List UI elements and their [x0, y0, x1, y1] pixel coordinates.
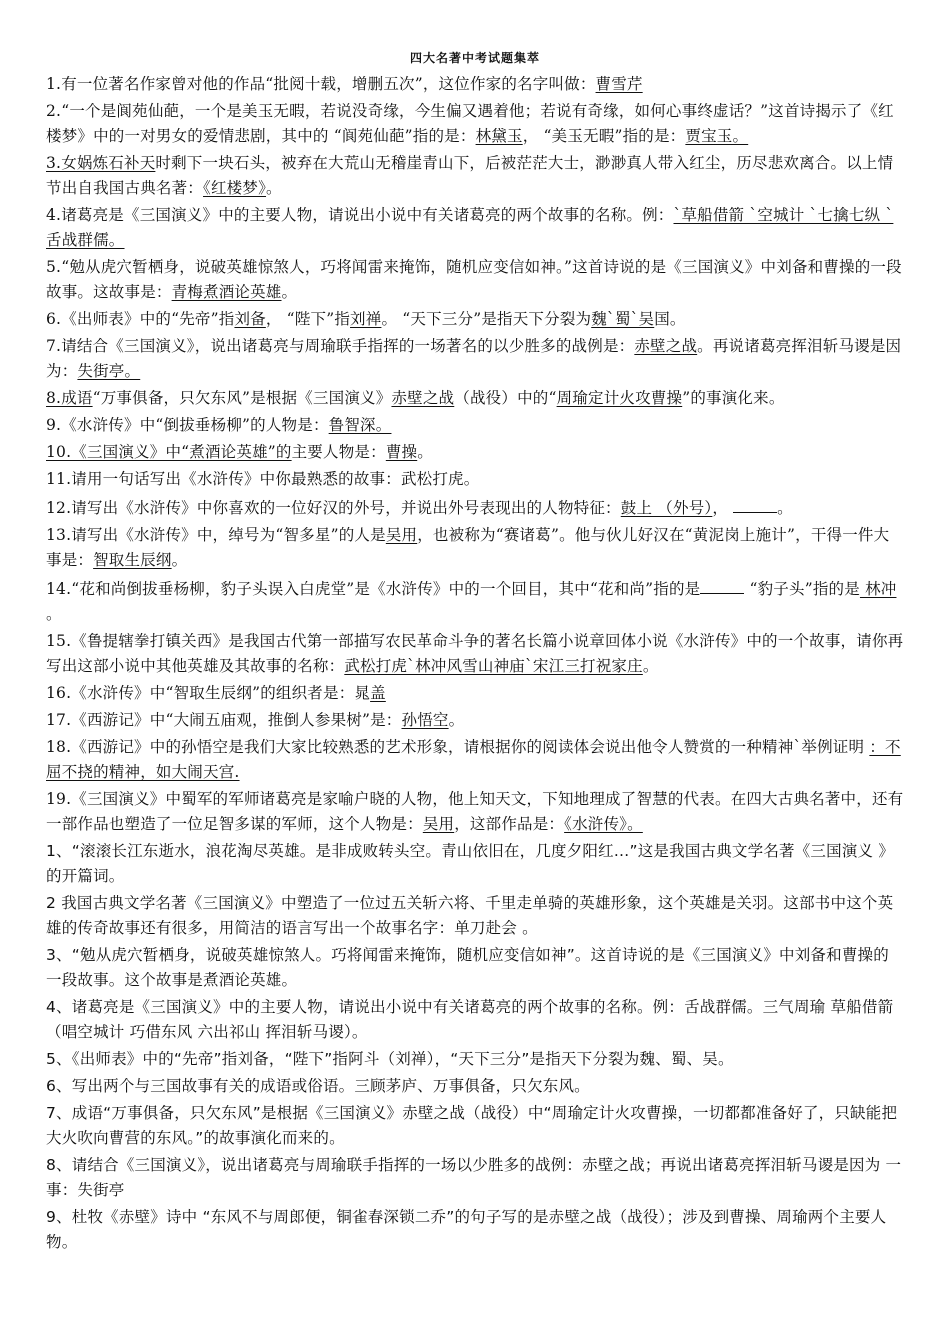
question-text: 。 — [777, 499, 793, 517]
question-item — [46, 386, 904, 411]
question-text: 。 — [642, 657, 659, 675]
question-item — [46, 1101, 904, 1151]
answer-text: 曹雪芹 — [595, 75, 643, 93]
answer-text: 鲁智深。 — [328, 416, 392, 434]
answer-text: 林冲 — [859, 580, 897, 598]
question-item — [46, 995, 904, 1045]
question-text: 7、成语“万事俱备，只欠东风”是根据《三国演义》赤壁之战（战役）中“周瑜定计火攻曹操，一切都都准备好了，只缺能把大火吹向曹营的东风。”的故事演化而来的。 — [46, 1104, 898, 1147]
question-text: 3、“勉从虎穴暂栖身，说破英雄惊煞人。巧将闻雷来掩饰，随机应变信如神”。这首诗说的是《三国演义》中刘备和曹操的一段故事。这个故事是煮酒论英雄。 — [46, 946, 889, 989]
question-item — [46, 891, 904, 941]
answer-text: 赤壁之战 — [634, 337, 698, 355]
question-text: 18.《西游记》中的孙悟空是我们大家比较熟悉的艺术形象，请根据你的阅读体会说出他令人赞赏的一种精神`举例证明 — [46, 738, 870, 756]
question-text: 。 — [171, 551, 188, 569]
answer-text: 3.女娲炼石补天 — [46, 154, 156, 172]
answer-blank — [700, 575, 744, 594]
question-text: 6.《出师表》中的“先帝”指 — [46, 310, 235, 328]
question-item — [46, 629, 904, 679]
answer-text: 武松打虎`林冲风雪山神庙`宋江三打祝家庄 — [344, 657, 643, 675]
question-item — [46, 943, 904, 993]
question-item — [46, 334, 904, 384]
question-text: ， “美玉无暇”指的是： — [522, 127, 686, 145]
question-item — [46, 839, 904, 889]
answer-text: ：不屈不挠的精神，如大闹天宫. — [46, 738, 901, 781]
question-list — [46, 72, 904, 1255]
question-text: 9.《水浒传》中“倒拔垂杨柳”的人物是： — [46, 416, 329, 434]
answer-text: 林黛玉 — [475, 127, 523, 145]
question-item — [46, 575, 904, 627]
answer-text: 周瑜定计火攻曹操 — [556, 389, 683, 407]
question-text: 8、请结合《三国演义》，说出诸葛亮与周瑜联手指挥的一场以少胜多的战例：赤壁之战；再说出诸葛亮挥泪斩马谡是因为 一事：失街亭 — [46, 1156, 902, 1199]
question-text: ，也被称为“赛诸葛”。他与伙儿好汉在“黄泥岗上施计”，干得一件大事是： — [46, 526, 890, 569]
answer-text: 盖 — [370, 684, 386, 702]
question-text: ， “陛下”指 — [265, 310, 351, 328]
question-item — [46, 307, 904, 332]
document-title: 四大名著中考试题集萃 — [409, 51, 540, 65]
question-item — [46, 467, 904, 492]
question-text: 12.请写出《水浒传》中你喜欢的一位好汉的外号，并说出外号表现出的人物特征： — [46, 499, 621, 517]
question-text: 4.诸葛亮是《三国演义》中的主要人物，请说出小说中有关诸葛亮的两个故事的名称。例： — [46, 206, 674, 224]
answer-blank — [733, 494, 777, 513]
answer-text: 鼓上 （外号） — [620, 499, 713, 517]
question-text: 2 我国古典文学名著《三国演义》中塑造了一位过五关斩六将、千里走单骑的英雄形象，这个英雄是关羽。这部书中这个英雄的传奇故事还有很多，用简洁的语言写出一个故事名字：单刀赴会 。 — [46, 894, 894, 937]
question-text: 17.《西游记》中“大闹五庙观，推倒人参果树”是： — [46, 711, 402, 729]
answer-text: 10.《三国演义》中“煮酒论英雄”的 — [46, 443, 292, 461]
question-text: ， — [712, 499, 734, 517]
question-text: 。 — [281, 283, 298, 301]
question-item — [46, 440, 904, 465]
question-text: 4、诸葛亮是《三国演义》中的主要人物，请说出小说中有关诸葛亮的两个故事的名称。例：舌战群儒。三气周瑜 草船借箭 （唱空城计 巧借东风 六出祁山 挥泪斩马谡）。 — [46, 998, 894, 1041]
question-item — [46, 787, 904, 837]
answer-text: 失街亭。 — [77, 362, 141, 380]
question-item — [46, 203, 904, 253]
question-text: 13.请写出《水浒传》中，绰号为“智多星”的人是 — [46, 526, 386, 544]
question-text: 15.《鲁提辖拳打镇关西》是我国古代第一部描写农民革命斗争的著名长篇小说章回体小说《水浒传》中的一个故事，请你再写出这部小说中其他英雄及其故事的名称： — [46, 632, 904, 675]
answer-text: 曹操 — [385, 443, 418, 461]
question-text: 。 “天下三分”是指天下分裂为 — [381, 310, 592, 328]
question-item — [46, 99, 904, 149]
question-text: 时剩下一块石头，被弃在大荒山无稽崖青山下，后被茫茫大士，渺渺真人带入红尘，历尽悲欢离合。以上情节出自我国古典名著： — [46, 154, 894, 197]
question-item — [46, 523, 904, 573]
question-text: 19.《三国演义》中蜀军的军师诸葛亮是家喻户晓的人物，他上知天文，下知地理成了智慧的代表。在四大古典名著中，还有一部作品也塑造了一位足智多谋的军师，这个人物是： — [46, 790, 904, 833]
question-item — [46, 413, 904, 438]
question-text: ”的事演化来。 — [682, 389, 785, 407]
question-text: 7.请结合《三国演义》，说出诸葛亮与周瑜联手指挥的一场著名的以少胜多的战例是： — [46, 337, 635, 355]
question-text: 。 — [448, 711, 465, 729]
question-item — [46, 72, 904, 97]
answer-text: 青梅煮酒论英雄 — [171, 283, 282, 301]
question-text: 5.“勉从虎穴暂栖身，说破英雄惊煞人，巧将闻雷来掩饰，随机应变信如神。”这首诗说的是《三国演义》中刘备和曹操的一段故事。这故事是： — [46, 258, 902, 301]
question-item — [46, 1205, 904, 1255]
question-item — [46, 681, 904, 706]
question-text: 国。 — [654, 310, 686, 328]
answer-text: 刘备 — [234, 310, 266, 328]
answer-text: 吴用 — [422, 815, 455, 833]
answer-text: 刘禅 — [350, 310, 382, 328]
answer-text: 8.成语 — [46, 389, 93, 407]
question-text: “万事俱备，只欠东风”是根据《三国演义》 — [92, 389, 392, 407]
answer-text: `草船借箭 `空城计 `七擒七纵 `舌战群儒。 — [46, 206, 894, 249]
question-item — [46, 1153, 904, 1203]
question-text: 2.“一个是阆苑仙葩，一个是美玉无暇，若说没奇缘，今生偏又遇着他；若说有奇缘，如何心事终虚话？”这首诗揭示了《红楼梦》中的一对男女的爱情悲剧，其中的 “阆苑仙葩”指的是： — [46, 102, 894, 145]
question-text: 。 — [266, 179, 282, 197]
question-text: 1、“滚滚长江东逝水，浪花淘尽英雄。是非成败转头空。青山依旧在，几度夕阳红…”这是我国古典文学名著《三国演义 》的开篇词。 — [46, 842, 895, 885]
question-text: 16.《水浒传》中“智取生辰纲”的组织者是：晁 — [46, 684, 371, 702]
answer-text: 孙悟空 — [401, 711, 449, 729]
answer-text: 智取生辰纲 — [93, 551, 172, 569]
question-text: ，这部作品是： — [454, 815, 565, 833]
answer-text: 《水浒传》。 — [564, 815, 643, 833]
question-text: 6、写出两个与三国故事有关的成语或俗语。三顾茅庐、万事俱备，只欠东风。 — [46, 1077, 590, 1095]
answer-text: 魏`蜀`吴 — [591, 310, 655, 328]
question-text: 5、《出师表》中的“先帝”指刘备，“陛下”指阿斗（刘禅），“天下三分”是指天下分裂为魏、蜀、吴。 — [46, 1050, 734, 1068]
answer-text: 《红楼梦》 — [203, 179, 267, 197]
question-item — [46, 1047, 904, 1072]
question-text: 9、杜牧《赤壁》诗中 “东风不与周郎便，铜雀春深锁二乔”的句子写的是赤壁之战（战役）；涉及到曹操、周瑜两个主要人物。 — [46, 1208, 887, 1251]
answer-text: 吴用 — [385, 526, 418, 544]
question-item — [46, 1074, 904, 1099]
question-item — [46, 494, 904, 521]
answer-text: 赤壁之战 — [391, 389, 455, 407]
question-text: （战役）中的“ — [454, 389, 557, 407]
question-text: 。 — [417, 443, 433, 461]
answer-text: 贾宝玉。 — [685, 127, 749, 145]
question-item — [46, 151, 904, 201]
question-text: “豹子头”指的是 — [744, 580, 860, 598]
question-text: 主要人物是： — [291, 443, 386, 461]
question-item — [46, 255, 904, 305]
question-text: 。 — [46, 605, 62, 623]
question-text: 11.请用一句话写出《水浒传》中你最熟悉的故事：武松打虎。 — [46, 470, 480, 488]
question-item — [46, 735, 904, 785]
question-text: 14.“花和尚倒拔垂杨柳，豹子头误入白虎堂”是《水浒传》中的一个回目，其中“花和尚”指的是 — [46, 580, 701, 598]
question-text: 。再说诸葛亮挥泪斩马谡是因为： — [46, 337, 902, 380]
question-text: 1.有一位著名作家曾对他的作品“批阅十载，增删五次”，这位作家的名字叫做： — [46, 75, 596, 93]
question-item — [46, 708, 904, 733]
